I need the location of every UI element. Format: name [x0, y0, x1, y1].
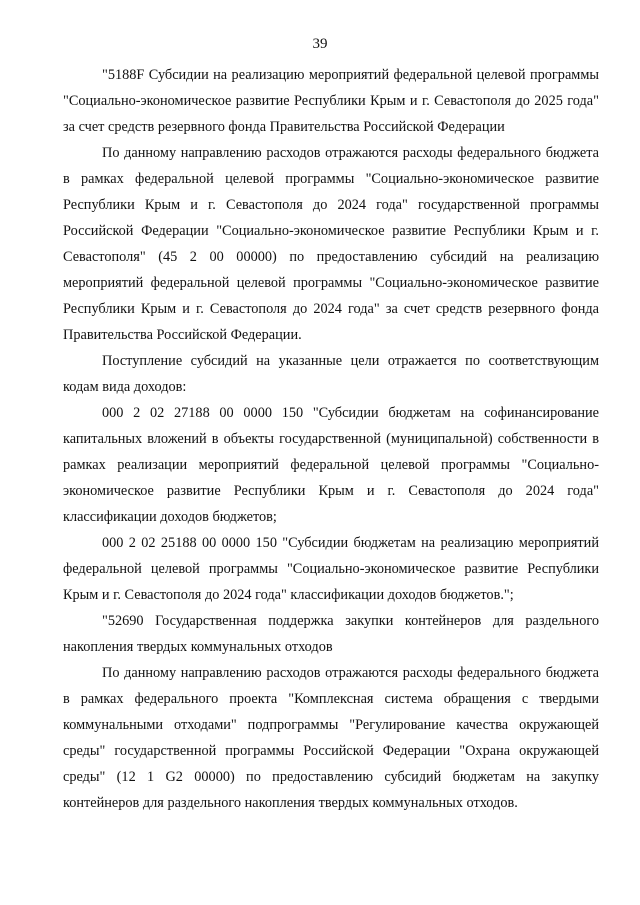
paragraph-income-codes-intro: Поступление субсидий на указанные цели отражается по соответствующим кодам вида доходов:	[63, 353, 599, 395]
paragraph-52690-description: По данному направлению расходов отражаются расходы федерального бюджета в рамках федерального проекта "Комплексная система обращения с твердыми коммунальными отходами" подпрограммы "Регулирование качества окружающей среды" государственной программы Российской Федерации "Охрана окружающей среды" (12 1 G2 00000) по предоставлению субсидий бюджетам на закупку контейнеров для раздельного накопления твердых коммунальных отходов.	[63, 665, 599, 811]
page-number: 39	[312, 36, 328, 52]
paragraph-5188f-heading: "5188F Субсидии на реализацию мероприятий федеральной целевой программы "Социально-экономическое развитие Республики Крым и г. Севастополя до 2025 года" за счет средств резервного фонда Правительства Российской Федерации	[63, 67, 599, 135]
paragraph-52690-heading: "52690 Государственная поддержка закупки контейнеров для раздельного накопления твердых коммунальных отходов	[63, 613, 599, 655]
paragraph-5188f-description: По данному направлению расходов отражаются расходы федерального бюджета в рамках федеральной целевой программы "Социально-экономическое развитие Республики Крым и г. Севастополя до 2024 года" государственной программы Российской Федерации "Социально-экономическое развитие Республики Крым и г. Севастополя" (45 2 00 00000) по предоставлению субсидий на реализацию мероприятий федеральной целевой программы "Социально-экономическое развитие Республики Крым и г. Севастополя до 2024 года" за счет средств резервного фонда Правительства Российской Федерации.	[63, 145, 599, 343]
paragraph-income-code-25188: 000 2 02 25188 00 0000 150 "Субсидии бюджетам на реализацию мероприятий федеральной целевой программы "Социально-экономическое развитие Республики Крым и г. Севастополя до 2024 года" классификации доходов бюджетов.";	[63, 535, 599, 603]
paragraph-income-code-27188: 000 2 02 27188 00 0000 150 "Субсидии бюджетам на софинансирование капитальных вложений в объекты государственной (муниципальной) собственности в рамках реализации мероприятий федеральной целевой программы "Социально-экономическое развитие Республики Крым и г. Севастополя до 2024 года" классификации доходов бюджетов;	[63, 405, 599, 525]
document-body	[63, 62, 599, 816]
